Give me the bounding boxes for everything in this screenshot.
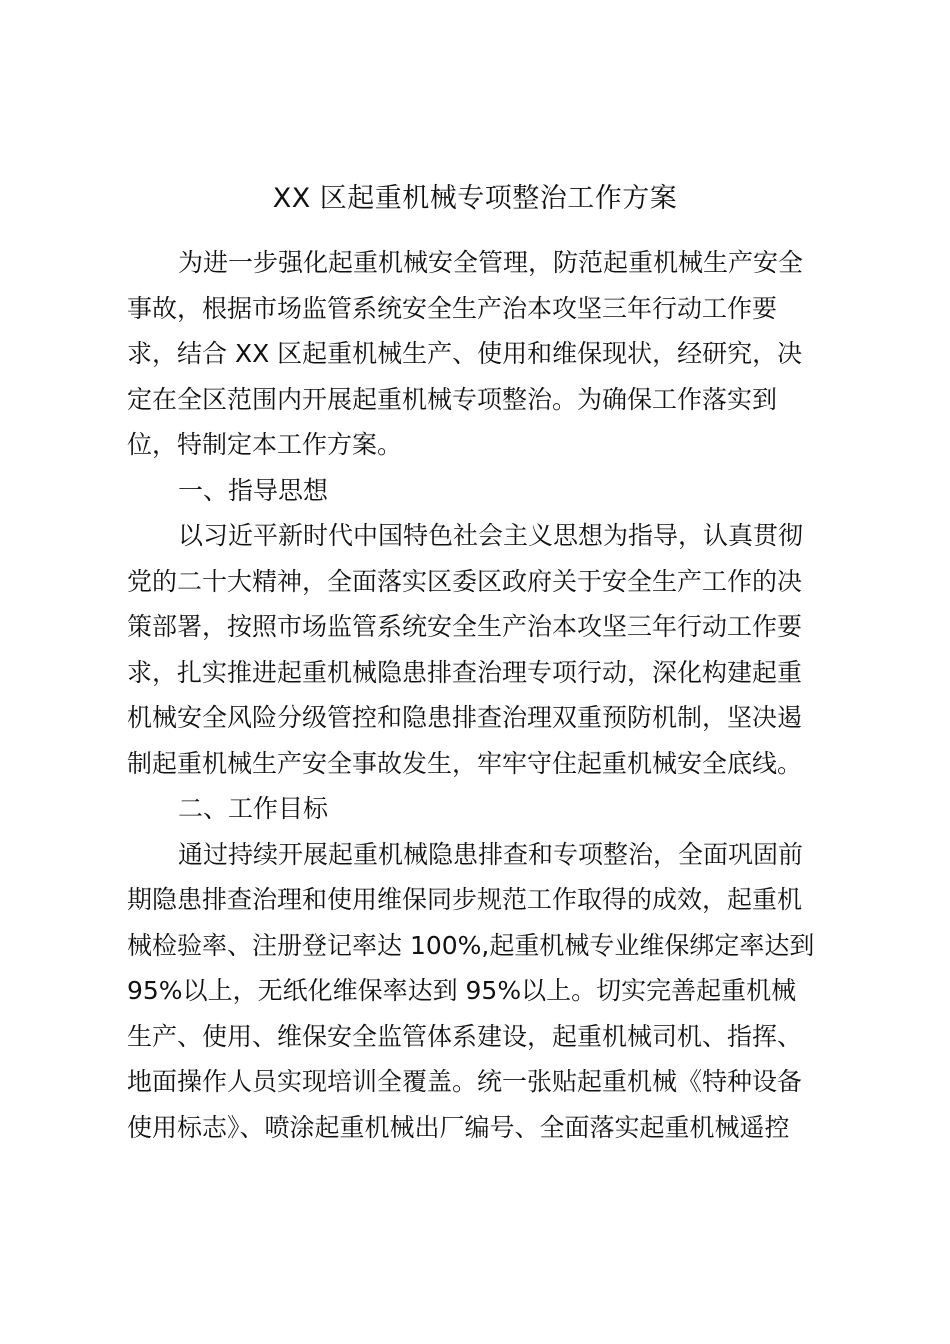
paragraph-ideology-line-3: 策部署，按照市场监管系统安全生产治本攻坚三年行动工作要 bbox=[127, 612, 803, 641]
paragraph-goals-line-5: 生产、使用、维保安全监管体系建设，起重机械司机、指挥、 bbox=[127, 1021, 803, 1051]
paragraph-goals-line-7: 使用标志》、喷涂起重机械出厂编号、全面落实起重机械遥控 bbox=[127, 1112, 790, 1142]
section-heading-guiding-ideology: 一、指导思想 bbox=[178, 475, 329, 505]
section-heading-work-goals: 二、工作目标 bbox=[178, 794, 329, 823]
paragraph-intro-line-1: 为进一步强化起重机械安全管理，防范起重机械生产安全 bbox=[178, 248, 804, 277]
paragraph-intro-line-4: 定在全区范围内开展起重机械专项整治。为确保工作落实到 bbox=[127, 384, 778, 414]
paragraph-goals-line-6: 地面操作人员实现培训全覆盖。统一张贴起重机械《特种设备 bbox=[127, 1067, 803, 1096]
paragraph-goals-line-1: 通过持续开展起重机械隐患排查和专项整治，全面巩固前 bbox=[178, 839, 804, 869]
paragraph-ideology-line-5: 机械安全风险分级管控和隐患排查治理双重预防机制，坚决遏 bbox=[127, 703, 803, 732]
paragraph-ideology-line-2: 党的二十大精神，全面落实区委区政府关于安全生产工作的决 bbox=[127, 566, 803, 596]
paragraph-intro-line-5: 位，特制定本工作方案。 bbox=[127, 430, 403, 459]
paragraph-ideology-line-1: 以习近平新时代中国特色社会主义思想为指导，认真贯彻 bbox=[178, 521, 804, 550]
paragraph-ideology-line-6: 制起重机械生产安全事故发生，牢牢守住起重机械安全底线。 bbox=[127, 748, 803, 778]
paragraph-intro-line-3: 求，结合 XX 区起重机械生产、使用和维保现状，经研究，决 bbox=[127, 339, 803, 368]
document-body bbox=[127, 240, 831, 1150]
paragraph-goals-line-4: 95%以上，无纸化维保率达到 95%以上。切实完善起重机械 bbox=[127, 976, 797, 1005]
paragraph-ideology-line-4: 求，扎实推进起重机械隐患排查治理专项行动，深化构建起重 bbox=[127, 657, 803, 687]
document-title: XX 区起重机械专项整治工作方案 bbox=[272, 183, 678, 214]
paragraph-goals-line-3: 械检验率、注册登记率达 100%,起重机械专业维保绑定率达到 bbox=[127, 930, 815, 960]
paragraph-intro-line-2: 事故，根据市场监管系统安全生产治本攻坚三年行动工作要 bbox=[127, 293, 778, 323]
paragraph-goals-line-2: 期隐患排查治理和使用维保同步规范工作取得的成效，起重机 bbox=[127, 885, 803, 914]
